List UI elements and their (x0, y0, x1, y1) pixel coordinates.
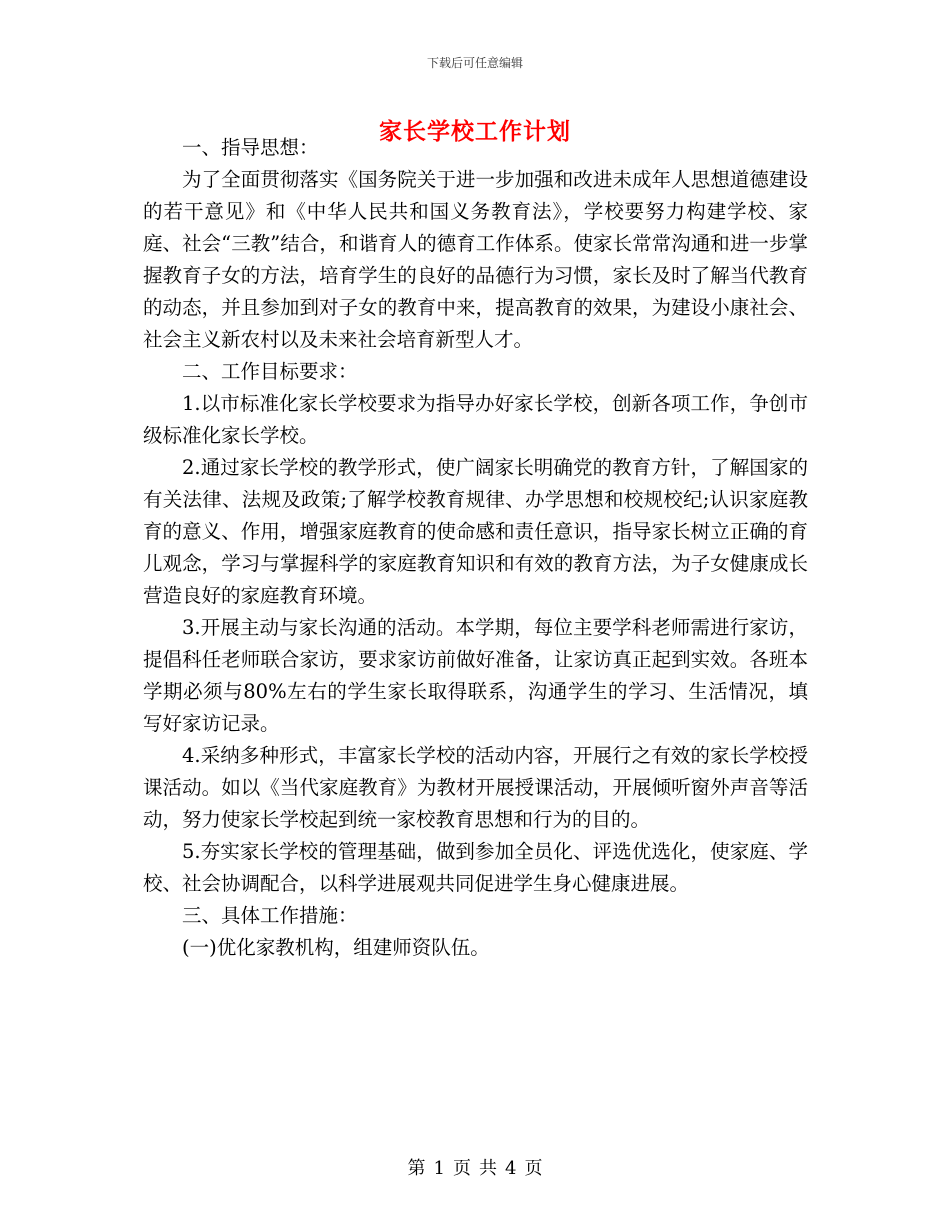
footer-total-word: 页 (524, 1158, 543, 1179)
paragraph-goal-5: 5.夯实家长学校的管理基础，做到参加全员化、评选优选化，使家庭、学校、社会协调配合，以科学进展观共同促进学生身心健康进展。 (143, 840, 808, 895)
footer-page-prefix: 第 (407, 1158, 426, 1179)
footer-page-word: 页 (453, 1158, 471, 1179)
paragraph-goal-3: 3.开展主动与家长沟通的活动。本学期，每位主要学科老师需进行家访，提倡科任老师联合家访，要求家访前做好准备，让家访真正起到实效。各班本学期必须与80%左右的学生家长取得联系，沟通学生的学习、生活情况，填写好家访记录。 (143, 616, 808, 735)
paragraph-goal-1: 1.以市标准化家长学校要求为指导办好家长学校，创新各项工作，争创市级标准化家长学校。 (143, 392, 808, 447)
page-header-note: 下载后可任意编辑 (426, 56, 523, 70)
footer-page-number: 1 (433, 1158, 445, 1179)
page-footer (0, 1154, 950, 1180)
footer-total-prefix: 共 (479, 1158, 497, 1179)
section-heading-goals: 二、工作目标要求： (182, 360, 358, 383)
document-body (143, 132, 808, 964)
section-heading-guiding-thought: 一、指导思想： (182, 136, 319, 159)
paragraph-measure-1: (一)优化家教机构，组建师资队伍。 (182, 936, 490, 959)
paragraph-guiding-thought: 为了全面贯彻落实《国务院关于进一步加强和改进未成年人思想道德建设的若干意见》和《中华人民共和国义务教育法》，学校要努力构建学校、家庭、社会“三教”结合，和谐育人的德育工作体系。使家长常常沟通和进一步掌握教育子女的方法，培育学生的良好的品德行为习惯，家长及时了解当代教育的动态，并且参加到对子女的教育中来，提高教育的效果，为建设小康社会、社会主义新农村以及未来社会培育新型人才。 (143, 168, 808, 351)
document-title: 家长学校工作计划 (379, 119, 571, 145)
footer-total-pages: 4 (505, 1158, 517, 1179)
section-heading-measures: 三、具体工作措施： (182, 904, 358, 927)
paragraph-goal-2: 2.通过家长学校的教学形式，使广阔家长明确党的教育方针，了解国家的有关法律、法规及政策;了解学校教育规律、办学思想和校规校纪;认识家庭教育的意义、作用，增强家庭教育的使命感和责任意识，指导家长树立正确的育儿观念，学习与掌握科学的家庭教育知识和有效的教育方法，为子女健康成长营造良好的家庭教育环境。 (143, 456, 808, 607)
paragraph-goal-4: 4.采纳多种形式，丰富家长学校的活动内容，开展行之有效的家长学校授课活动。如以《当代家庭教育》为教材开展授课活动，开展倾听窗外声音等活动，努力使家长学校起到统一家校教育思想和行为的目的。 (143, 744, 808, 831)
